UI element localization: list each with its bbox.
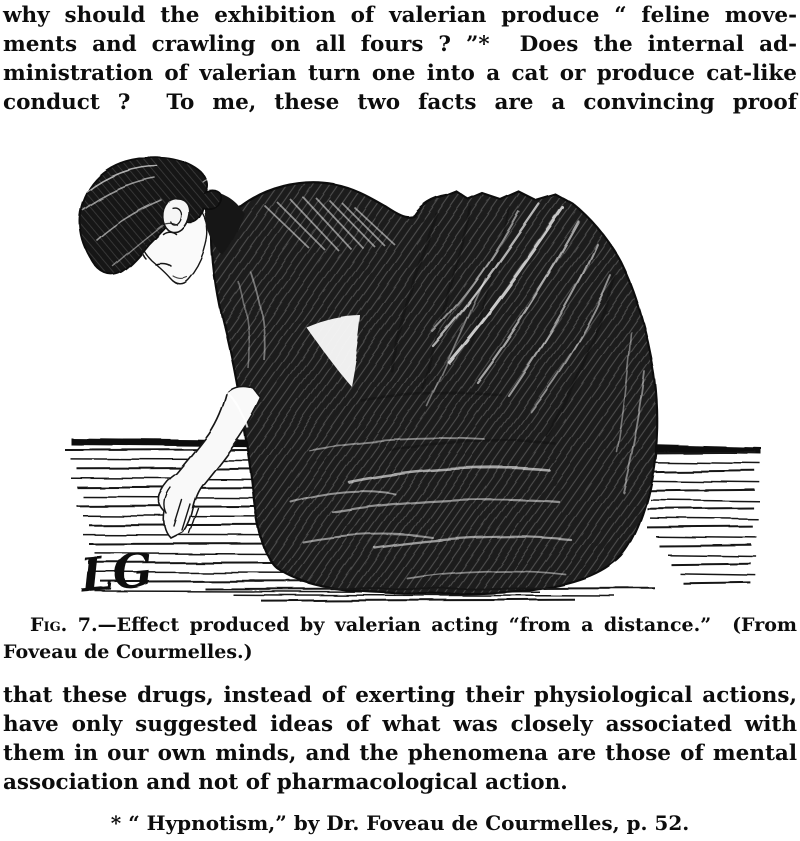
floor-hatch-line [647,508,754,509]
text-line: conduct ? To me, these two facts are a convincing proof [3,90,797,115]
floor-hatch-line [650,462,761,463]
floor-hatch-line [659,545,752,546]
figure-illustration [55,148,770,608]
floor-hatch-line [647,489,754,490]
figure-caption [3,612,797,666]
text-line: that these drugs, instead of exerting their physiological actions, [3,683,797,708]
paragraph-top [3,1,797,117]
text-line: ministration of valerian turn one into a cat or produce cat-like [3,61,797,86]
floor-hatching-right [647,452,761,583]
floor-hatch-line [647,452,756,453]
paragraph-bottom [3,681,797,797]
engraving-woman-crouching [55,148,770,608]
floor-hatch-line [650,481,760,482]
floor-hatch-line [668,555,757,556]
floor-hatch-line [683,582,750,583]
floor-hatch-line [680,574,756,575]
floor-hatch-line [647,527,753,528]
footnote: * “ Hypnotism,” by Dr. Foveau de Courmelles, p. 52. [110,811,690,835]
text-line: association and not of pharmacological action. [3,770,568,795]
floor-hatch-line [671,564,751,565]
floor-hatch-line [656,537,757,538]
figure-label: Fig. [30,614,68,636]
floor-hatch-line [650,518,758,519]
figure-caption-line1 [3,612,797,639]
artist-monogram: LG [79,542,156,603]
text-line: them in our own minds, and the phenomena are those of mental [3,741,797,766]
text-line: ments and crawling on all fours ? ”* Does the internal ad- [3,32,797,57]
figure-caption-text: 7.—Effect produced by valerian acting “from a distance.” (From [67,614,797,636]
floor-hatch-line [233,595,615,596]
floor-hatch-line [647,471,755,472]
figure-body [80,158,657,594]
forearm-hand [159,386,261,538]
floor-hatch-line [261,600,575,601]
floor-hatch-line [650,500,759,501]
figure-caption-line2: Foveau de Courmelles.) [3,641,253,663]
floor-hatch-line [205,588,655,589]
text-line: have only suggested ideas of what was closely associated with [3,712,797,737]
text-line: why should the exhibition of valerian produce “ feline move- [3,3,797,28]
